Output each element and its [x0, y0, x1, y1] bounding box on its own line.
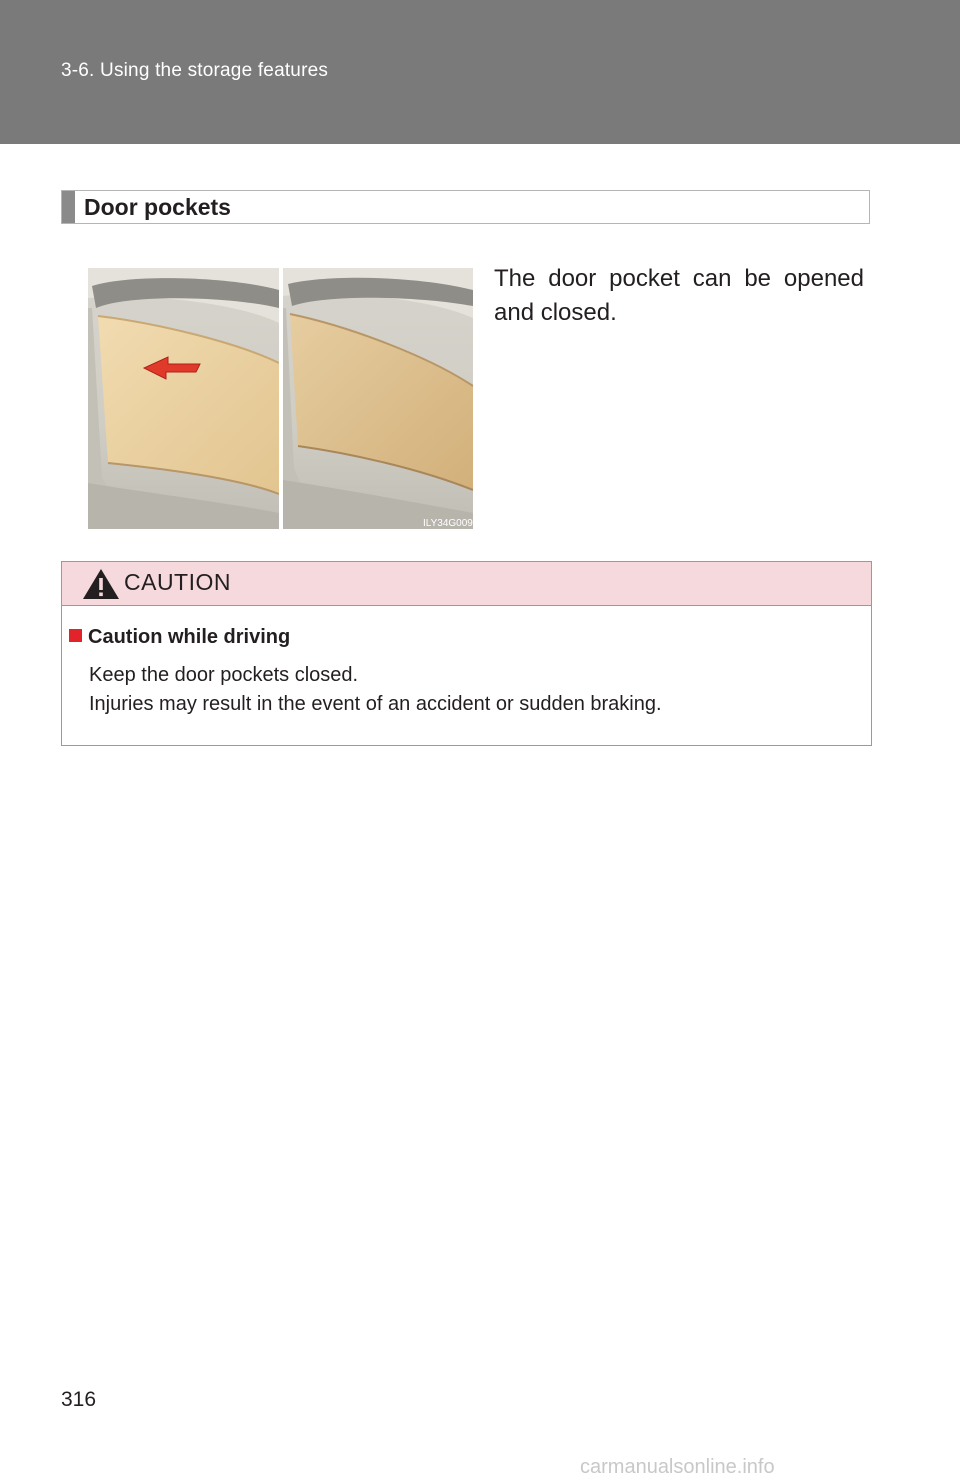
page-number: 316 [61, 1388, 97, 1411]
section-heading-bar [61, 190, 870, 224]
pocket-closed-photo [283, 268, 473, 529]
caution-line: Keep the door pockets closed. [89, 664, 359, 686]
section-title: Door pockets [84, 194, 231, 220]
watermark: carmanualsonline.info [580, 1456, 775, 1478]
warning-triangle-icon [82, 568, 120, 600]
caution-line: Injuries may result in the event of an accident or sudden braking. [89, 693, 662, 715]
caution-label: CAUTION [124, 569, 231, 595]
caution-item-title [69, 626, 290, 649]
header-band [0, 0, 960, 144]
door-pocket-illustration [88, 268, 473, 529]
door-pocket-description: The door pocket can be opened and closed. [494, 265, 864, 326]
heading-accent [62, 191, 75, 223]
red-square-bullet-icon [69, 629, 82, 642]
caution-item-title-text: Caution while driving [88, 626, 291, 648]
pocket-open-photo [88, 268, 279, 529]
section-reference: 3-6. Using the storage features [61, 60, 329, 81]
figure-code: ILY34G009 [423, 518, 473, 529]
caution-header [62, 562, 871, 606]
caution-box [61, 561, 872, 746]
